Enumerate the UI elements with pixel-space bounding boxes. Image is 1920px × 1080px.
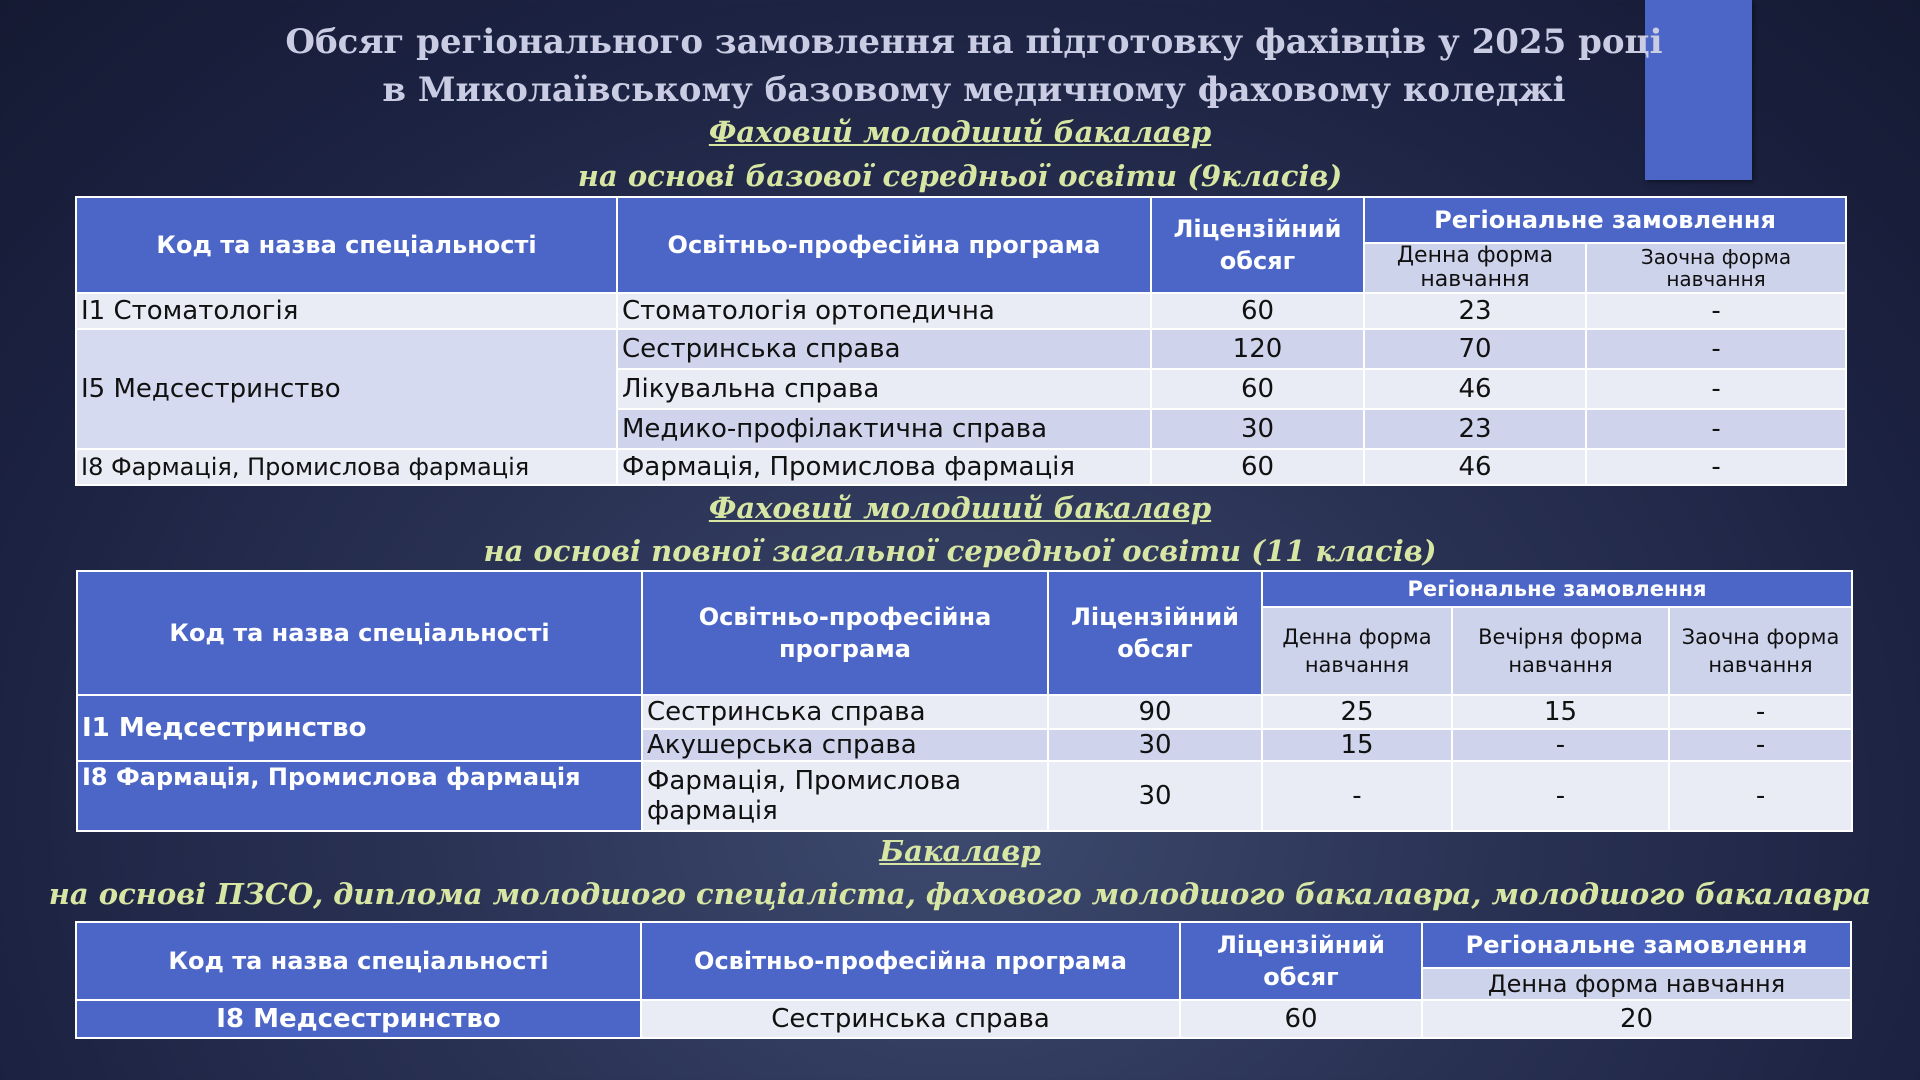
header-part-time: Заочна форма навчання: [1669, 607, 1852, 695]
cell-evening: 15: [1452, 695, 1669, 729]
cell-full-time: -: [1262, 761, 1452, 831]
header-program: Освітньо-професійна програма: [617, 197, 1151, 293]
title-line-1: Обсяг регіонального замовлення на підготовку фахівців у 2025 році: [285, 22, 1663, 62]
table-row: [76, 293, 1846, 329]
header-evening: Вечірня форма навчання: [1452, 607, 1669, 695]
section2-heading: Фаховий молодший бакалавр: [708, 491, 1212, 525]
cell-license: 30: [1048, 729, 1262, 761]
cell-specialty: I1 Медсестринство: [77, 695, 642, 761]
table-section3: [75, 921, 1852, 1039]
header-program: Освітньо-професійна програма: [642, 571, 1048, 695]
section1-subheading: на основі базової середньої освіти (9класів): [577, 159, 1343, 193]
cell-specialty: I5 Медсестринство: [76, 329, 617, 449]
section3-subheading: на основі ПЗСО, диплома молодшого спеціаліста, фахового молодшого бакалавра, молодшого бакалавра: [48, 877, 1872, 911]
table-section2: [76, 570, 1853, 832]
cell-part-time: -: [1586, 449, 1846, 485]
header-full-time: Денна форма навчання: [1422, 968, 1851, 1000]
cell-full-time: 23: [1364, 409, 1586, 449]
cell-evening: -: [1452, 729, 1669, 761]
section3-heading: Бакалавр: [879, 834, 1041, 868]
cell-full-time: 23: [1364, 293, 1586, 329]
header-specialty: Код та назва спеціальності: [77, 571, 642, 695]
cell-license: 60: [1151, 293, 1364, 329]
table-row: [77, 761, 1852, 831]
section1-heading: Фаховий молодший бакалавр: [708, 115, 1212, 149]
cell-specialty: I8 Фармація, Промислова фармація: [77, 761, 642, 831]
header-regional: Регіональне замовлення: [1262, 571, 1852, 607]
cell-license: 90: [1048, 695, 1262, 729]
cell-license: 120: [1151, 329, 1364, 369]
cell-specialty: I8 Фармація, Промислова фармація: [76, 449, 617, 485]
cell-program: Сестринська справа: [642, 695, 1048, 729]
cell-part-time: -: [1669, 695, 1852, 729]
cell-full-time: 20: [1422, 1000, 1851, 1038]
cell-full-time: 25: [1262, 695, 1452, 729]
cell-program: Сестринська справа: [641, 1000, 1180, 1038]
header-program: Освітньо-професійна програма: [641, 922, 1180, 1000]
header-specialty: Код та назва спеціальності: [76, 197, 617, 293]
cell-license: 30: [1048, 761, 1262, 831]
cell-full-time: 46: [1364, 369, 1586, 409]
cell-license: 60: [1180, 1000, 1422, 1038]
header-specialty: Код та назва спеціальності: [76, 922, 641, 1000]
cell-program: Сестринська справа: [617, 329, 1151, 369]
table-row: [76, 1000, 1851, 1038]
table-row: [76, 329, 1846, 369]
cell-part-time: -: [1669, 729, 1852, 761]
cell-part-time: -: [1586, 409, 1846, 449]
header-regional: Регіональне замовлення: [1364, 197, 1846, 243]
cell-part-time: -: [1586, 293, 1846, 329]
header-full-time: Денна форма навчання: [1364, 243, 1586, 293]
header-part-time: Заочна форма навчання: [1586, 243, 1846, 293]
cell-license: 60: [1151, 369, 1364, 409]
slide-title: [0, 18, 1920, 114]
cell-program: Фармація, Промислова фармація: [617, 449, 1151, 485]
header-license: Ліцензійний обсяг: [1048, 571, 1262, 695]
cell-specialty: I8 Медсестринство: [76, 1000, 641, 1038]
cell-full-time: 46: [1364, 449, 1586, 485]
table-row: [77, 695, 1852, 729]
cell-license: 30: [1151, 409, 1364, 449]
header-license: Ліцензійний обсяг: [1151, 197, 1364, 293]
cell-part-time: -: [1669, 761, 1852, 831]
cell-license: 60: [1151, 449, 1364, 485]
title-line-2: в Миколаївському базовому медичному фаховому коледжі: [382, 70, 1566, 110]
section2-subheading: на основі повної загальної середньої освіти (11 класів): [483, 534, 1437, 568]
header-full-time: Денна форма навчання: [1262, 607, 1452, 695]
cell-program: Акушерська справа: [642, 729, 1048, 761]
table-row: [76, 449, 1846, 485]
table-section1: [75, 196, 1847, 486]
cell-program: Стоматологія ортопедична: [617, 293, 1151, 329]
cell-part-time: -: [1586, 369, 1846, 409]
cell-evening: -: [1452, 761, 1669, 831]
cell-program: Лікувальна справа: [617, 369, 1151, 409]
header-license: Ліцензійний обсяг: [1180, 922, 1422, 1000]
cell-program: Фармація, Промислова фармація: [642, 761, 1048, 831]
cell-program: Медико-профілактична справа: [617, 409, 1151, 449]
cell-specialty: I1 Стоматологія: [76, 293, 617, 329]
header-regional: Регіональне замовлення: [1422, 922, 1851, 968]
cell-part-time: -: [1586, 329, 1846, 369]
cell-full-time: 15: [1262, 729, 1452, 761]
cell-full-time: 70: [1364, 329, 1586, 369]
